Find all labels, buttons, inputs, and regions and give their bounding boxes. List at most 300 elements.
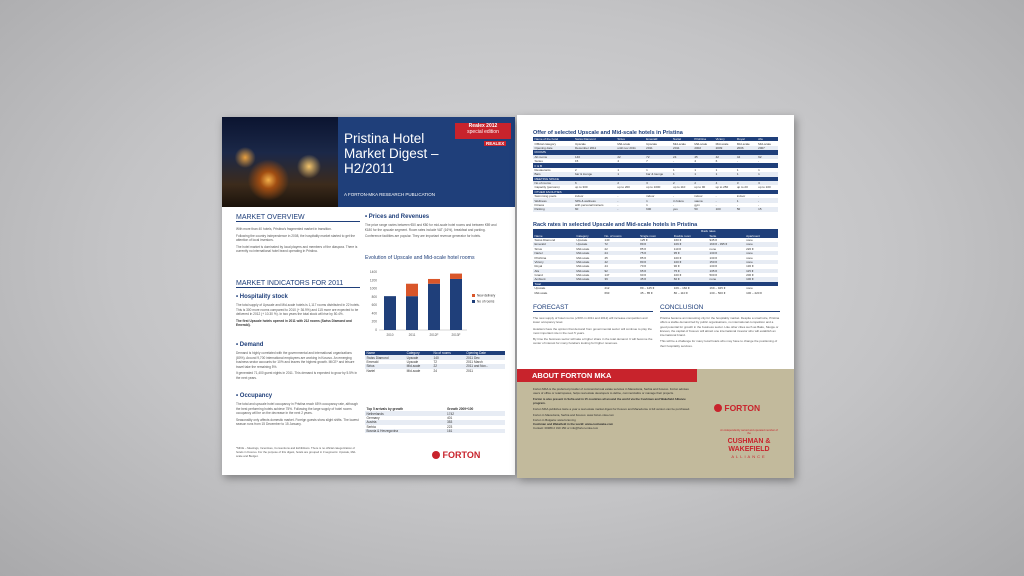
table-cell: 72 xyxy=(645,155,672,159)
table-cell: sauna xyxy=(693,198,714,202)
table-cell: up to 1000 xyxy=(646,185,661,190)
table-cell: 2011 xyxy=(466,368,474,373)
table-cell: Nartel xyxy=(533,251,575,255)
table-cell: 130 € xyxy=(709,264,718,269)
table-cell: 50 xyxy=(735,207,756,211)
table-cell: Upscale xyxy=(646,141,658,146)
stock-paragraph: The total supply of Upscale and Mid-scale hotels is 1,117 rooms distributed in 22 hotels. This is 300 more rooms compared to 2010 (+ 36.9%) and 115 more are expected to be delivered in 2012 (+ 10.30 %). In two years the total stock will rise by 50.4%. xyxy=(236,303,360,317)
table-cell: 90 € xyxy=(640,273,646,278)
total-label: Total xyxy=(533,282,778,286)
table-cell: 200 € xyxy=(746,273,754,278)
table-cell: 1 xyxy=(645,198,672,202)
col-header: Prishtina xyxy=(693,137,714,141)
table-cell: 1 xyxy=(735,172,756,176)
table-cell: 4 xyxy=(694,159,696,164)
table-cell: Mid-scale xyxy=(576,273,590,278)
table-cell: 24 xyxy=(603,251,639,255)
y-tick-label: 400 xyxy=(371,311,377,316)
table-cell: 24 xyxy=(672,155,693,159)
table-cell: Mid-scale xyxy=(617,141,631,146)
table-cell: 44 xyxy=(735,155,756,159)
table-cell: 2007 xyxy=(757,146,778,150)
table-cell: December 2011 xyxy=(574,146,616,150)
table-cell: with personal trainers xyxy=(575,203,604,208)
table-cell: 500 € xyxy=(709,273,718,278)
table-cell: Swiss Diamond xyxy=(534,237,556,242)
hospitality-stock-label: Hospitality stock xyxy=(239,294,288,300)
cw-line3: ALLIANCE xyxy=(731,454,767,459)
col-header: Category xyxy=(575,233,603,237)
table-cell: 115 € xyxy=(745,269,778,273)
table-cell: 65 € xyxy=(639,269,673,273)
table-cell: 109 – 160 € xyxy=(673,286,690,291)
prices-paragraph: The price range varies between €50 and €80 for mid-scale hotel rooms and between €89 and €180 for the upscale segment. Room rates include VAT (16%), breakfast and parking. xyxy=(365,223,497,232)
col-header: Growth 2009+100 xyxy=(446,407,474,412)
forecast-body xyxy=(533,316,653,346)
table-cell: - xyxy=(757,198,778,202)
table-cell: - xyxy=(714,198,735,202)
table-cell: MEETING SPACE xyxy=(533,177,574,181)
table-cell: Fitness xyxy=(534,203,545,208)
col-header: Apartment xyxy=(745,233,778,237)
about-body xyxy=(533,387,693,430)
table-cell: 85 € xyxy=(640,246,646,251)
prices-body xyxy=(365,223,500,239)
table-cell: 1 xyxy=(757,172,778,176)
rooms-bar-chart xyxy=(365,264,505,342)
table-cell: Mid-scale xyxy=(406,368,421,373)
forecast-paragraph: Hoteliers have the opinion that demand from governmental sector will continue to play the most important role in the next 5 years. xyxy=(533,326,652,335)
table-cell: until nov 2011 xyxy=(616,146,645,150)
bar-no-of-rooms xyxy=(406,296,418,330)
table-cell: Mid-scale xyxy=(575,251,603,255)
table-cell: 1 xyxy=(646,203,648,208)
cw-line2: WAKEFIELD xyxy=(728,446,770,453)
table-cell: Bars xyxy=(533,172,574,176)
forton-logo xyxy=(714,403,760,413)
table-cell: up to 200 xyxy=(617,185,630,190)
table-cell: Mid-scale xyxy=(534,290,548,295)
table-cell: Upscale xyxy=(405,355,432,359)
offer-table-title: Offer of selected Upscale and Mid-scale hotels in Pristina xyxy=(533,130,683,136)
col-header: Nartel xyxy=(672,137,693,141)
table-cell: Upscale xyxy=(406,359,419,364)
table-cell: All rooms xyxy=(533,155,574,159)
table-cell: Mid-scale xyxy=(576,255,590,260)
table-cell: indoor xyxy=(575,194,584,199)
brochure-front-page xyxy=(222,117,515,475)
table-cell: none xyxy=(745,251,778,255)
table-cell: 22 xyxy=(432,364,465,368)
table-cell: 3 xyxy=(645,181,672,185)
table-cell: - xyxy=(758,203,760,208)
table-cell: 1 xyxy=(672,172,693,176)
table-cell: - xyxy=(616,207,645,211)
x-tick-label: 2010 xyxy=(386,333,394,337)
overview-paragraph: With more than 40 hotels, Pristina’s fragmented market in transition. xyxy=(236,227,332,231)
table-cell: Mid-scale xyxy=(575,260,603,264)
table-cell: 109 € xyxy=(672,242,708,246)
table-cell: 80 € xyxy=(639,260,673,264)
table-cell: 42 xyxy=(714,155,735,159)
bar-new-delivery xyxy=(406,284,418,296)
page-title: Pristina Hotel Market Digest – H2/2011 xyxy=(344,131,439,176)
table-cell: 95 € xyxy=(672,251,708,255)
table-cell: up to 90 xyxy=(694,185,706,190)
table-cell: 1742 xyxy=(445,411,505,415)
col-header: Swiss Diamond xyxy=(574,137,616,141)
forecast-heading: FORECAST xyxy=(533,304,653,312)
table-cell: - xyxy=(673,194,675,199)
city-night-photo xyxy=(222,117,338,207)
bar-new-delivery xyxy=(428,279,440,284)
table-cell: 4 xyxy=(714,181,735,185)
table-cell: 160 € xyxy=(673,237,682,242)
table-cell: 60 € xyxy=(672,277,708,281)
table-cell: indoor xyxy=(646,194,655,199)
table-cell: Mid-scale xyxy=(694,141,708,146)
table-cell: - xyxy=(715,194,717,199)
table-cell: 72 xyxy=(433,359,437,364)
table-cell: Sirius xyxy=(534,246,543,251)
table-cell: 39 xyxy=(603,277,639,281)
col-header: Name xyxy=(533,233,575,237)
table-cell: Restaurants xyxy=(534,167,551,172)
table-cell: Emerald xyxy=(533,242,575,246)
table-cell: in future xyxy=(672,198,693,202)
table-cell: Mid-scale xyxy=(715,141,729,146)
table-cell: 50 xyxy=(693,207,714,211)
table-cell: 2 xyxy=(616,181,645,185)
x-tick-label: 2011 xyxy=(408,333,416,337)
overview-body xyxy=(236,227,360,254)
publication-subtitle: A FORTON-MKA RESEARCH PUBLICATION xyxy=(344,192,436,197)
table-cell: none xyxy=(745,242,778,246)
table-cell: 42 xyxy=(603,260,639,264)
table-cell: 100 € xyxy=(673,273,682,278)
table-cell: 2011 xyxy=(672,146,693,150)
occupancy-paragraph: The total and upscale hotel occupancy in Pristina reach 65% occupancy rate, although the best performing hotels achieve 75%. Following the large supply of hotel rooms occupancy will be on the decrease in the next 2 years. xyxy=(236,402,358,416)
table-cell: none xyxy=(746,237,753,242)
table-cell: Emerald xyxy=(366,359,379,364)
realex-logo: REALEX xyxy=(486,141,505,146)
table-cell: up to 110 xyxy=(673,185,686,190)
table-cell: indoor xyxy=(694,194,703,199)
table-cell: 24 xyxy=(433,368,437,373)
prices-paragraph: Conference facilities are popular. They are important revenue generator for hotels. xyxy=(365,234,481,239)
prices-label: Prices and Revenues xyxy=(368,214,430,220)
table-cell: bar & lounge xyxy=(645,172,672,176)
about-heading: ABOUT FORTON MKA xyxy=(517,369,697,382)
table-cell: 1 xyxy=(736,167,739,172)
table-cell: Nartel xyxy=(366,368,376,373)
stock-note: The first Upscale hotels opened in 2011 with 212 rooms (Swiss Diamond and Emerald). xyxy=(236,318,352,328)
col-header: Name xyxy=(365,351,405,355)
table-cell: none xyxy=(745,260,778,264)
table-cell: up to 300 xyxy=(575,185,588,190)
bar-no-of-rooms xyxy=(384,296,396,330)
col-header: Suite xyxy=(708,233,745,237)
col-header: Top 5 arrivals by growth xyxy=(366,407,404,412)
table-cell: 169 – 945 € xyxy=(709,286,726,291)
table-cell: 45 – 85 € xyxy=(640,290,653,295)
table-cell: 150 € xyxy=(708,260,745,264)
table-cell: Swimming pools xyxy=(534,194,557,199)
table-cell: 45 xyxy=(604,255,608,260)
forecast-paragraph: The new supply of hotel rooms (+50% in 2011 and 2012) will increase competition and lower occupancy level. xyxy=(533,316,648,325)
table-cell: 110 € xyxy=(673,246,682,251)
table-cell: 15 xyxy=(757,207,778,211)
bar-no-of-rooms xyxy=(450,279,462,330)
table-cell: none xyxy=(708,277,745,281)
table-cell: - xyxy=(715,203,717,208)
table-cell: 100 xyxy=(714,207,735,211)
table-cell: 22 xyxy=(604,246,608,251)
col-header: Emerald xyxy=(645,137,672,141)
hospitality-stock-heading: • Hospitality stock xyxy=(236,294,288,300)
table-cell: 3 xyxy=(735,181,756,185)
table-cell: - xyxy=(736,203,738,208)
table-cell: Upscale xyxy=(534,286,546,291)
forton-logo-text: FORTON xyxy=(724,403,761,413)
table-cell: 1 xyxy=(646,167,648,172)
cw-line1: CUSHMAN & xyxy=(727,438,771,445)
legend-swatch xyxy=(472,300,475,303)
table-cell: 100 – 220 € xyxy=(746,290,762,295)
table-cell: bar & lounge xyxy=(574,172,616,176)
table-cell: 15 xyxy=(575,159,579,164)
demand-paragraph: Demand is highly correlated with the governmental and international organizations (80%). Around 9,700 international employees are working in Kosovo. An emerging business sector accounts for 10% and leaves the highest growth. MICE* and leisure travel take the remaining 5%. xyxy=(236,351,355,369)
demand-paragraph: It generated 71,400 guest nights in 2011. This demand is expected to grow by 5.5% in the next years. xyxy=(236,371,358,380)
table-cell: 1 xyxy=(758,167,760,172)
table-cell: 80 – 110 € xyxy=(673,290,688,295)
table-cell: 4 xyxy=(617,159,620,164)
table-cell: 1 xyxy=(714,172,735,176)
table-cell: Prishtina xyxy=(534,255,547,260)
legend-label: No of rooms xyxy=(477,299,495,304)
footnote: *MICE – Meetings, Incentives, Conventions and Exhibitions. There is no official categorization of hotels in Kosovo. For the purpose of this digest, hotels are grouped in 3 segments: Upscale, Mid-scale and Budget. xyxy=(236,446,357,458)
table-cell: 100 € xyxy=(672,260,708,264)
about-paragraph: Forton MKA publishes twice a year a real estate market digest for Kosovo and Macedonia. A full version can be purchased. xyxy=(533,407,690,412)
realex-badge xyxy=(455,123,511,139)
table-cell: - xyxy=(736,159,738,164)
table-cell: Bosnia & Herzegovina xyxy=(365,429,445,433)
cushman-wakefield-logo xyxy=(714,438,784,459)
table-cell: 45 xyxy=(693,155,714,159)
table-cell: 1 xyxy=(673,167,675,172)
table-cell: 2009 xyxy=(714,146,735,150)
table-cell: 3 xyxy=(757,181,778,185)
table-row xyxy=(533,207,778,211)
table-cell: 6 xyxy=(715,159,718,164)
table-cell: 135 € xyxy=(708,269,745,273)
table-cell: 92 xyxy=(757,155,778,159)
rack-table-title: Rack rates in selected Upscale and Mid-scale hotels in Pristina xyxy=(533,222,698,228)
table-cell: 220 € xyxy=(746,246,754,251)
table-cell: 125 € xyxy=(640,237,648,242)
about-paragraph: Forton MKA is the preferred provider of commercial real estate services in Macedonia, Serbia and Kosovo. Forton advises users of office or retail spaces, helps real estate developers to define, commercialize or manage their projects. xyxy=(533,387,689,396)
table-cell: 1 xyxy=(735,198,756,202)
prices-heading: • Prices and Revenues xyxy=(365,214,430,220)
col-header: Sirius xyxy=(616,137,645,141)
table-cell: ROOMS xyxy=(533,150,574,154)
table-row xyxy=(365,369,505,373)
occupancy-label: Occupancy xyxy=(239,393,273,399)
table-cell: up to 100 xyxy=(758,185,771,190)
demand-heading: • Demand xyxy=(236,342,264,348)
table-cell: F & B xyxy=(533,163,574,167)
table-cell: none xyxy=(746,255,753,260)
y-tick-label: 0 xyxy=(375,328,377,332)
col-header: Victory xyxy=(714,137,735,141)
table-cell: Mid-scale xyxy=(576,246,590,251)
table-cell: Germany xyxy=(366,415,380,420)
demand-label: Demand xyxy=(239,342,264,348)
rack-rates-table xyxy=(533,229,778,295)
about-link[interactable]: Forton in Bulgaria: www.forton.bg xyxy=(533,417,576,422)
bar-new-delivery xyxy=(450,274,462,279)
col-header: Opening Date xyxy=(465,351,505,355)
forecast-paragraph: By time the business sector will take a higher share in the total demand. It will become the center of interest for many hoteliers looking for higher revenues. xyxy=(533,337,653,346)
table-cell: Mid-scale xyxy=(673,141,686,146)
conclusion-paragraph: Pristina became an interesting city for the hospitality market. Despite a small size, Pristina offers a stable demand led by public organisations, no international competition and a good potential for growth in the business sector. Like other cities such as Baku, Skopje or Erevan, the capital of Kosovo will attract one international investor who will establish an international brand. xyxy=(660,316,780,338)
table-cell: Upscale xyxy=(575,141,586,146)
table-cell: 44 xyxy=(604,264,608,269)
table-cell: 2 xyxy=(575,167,577,172)
table-cell: 147 xyxy=(604,273,610,278)
new-hotels-table xyxy=(365,351,505,373)
table-cell: Mid-scale xyxy=(405,364,432,368)
table-cell: none xyxy=(746,286,753,291)
about-link[interactable]: Forton in Macedonia, Serbia and Kosovo: www.forton-mka.com xyxy=(533,413,614,418)
table-cell: 401 xyxy=(446,415,453,420)
table-cell: 75 € xyxy=(639,251,673,255)
table-cell: Wellness xyxy=(533,198,574,202)
chart-title: Evolution of Upscale and Mid-scale hotel rooms xyxy=(365,255,475,261)
stock-body xyxy=(236,303,360,328)
table-cell: 130 € xyxy=(709,255,718,260)
y-tick-label: 800 xyxy=(371,294,377,299)
overview-paragraph: The hotel market is dominated by local players and members of the diaspora. There is currently no international hotel brand operating in Pristina. xyxy=(236,244,358,254)
table-cell: Netherlands xyxy=(365,411,445,415)
x-tick-label: 2012F xyxy=(429,333,439,337)
conclusion-heading: CONCLUSION xyxy=(660,304,780,312)
about-link[interactable]: Cushman and Wakefield in the world: www.cushwake.com xyxy=(533,421,614,426)
table-cell: 140 xyxy=(432,355,465,359)
group-header: Rack rates xyxy=(639,229,778,233)
table-cell: 60 xyxy=(574,207,616,211)
table-cell: - xyxy=(616,198,645,202)
table-cell: 2002 xyxy=(693,146,714,150)
col-header: Category xyxy=(405,351,432,355)
table-cell: 89 € xyxy=(639,242,673,246)
summary-row xyxy=(533,290,778,294)
table-cell: none xyxy=(709,246,717,251)
legend-swatch xyxy=(472,294,475,297)
table-row xyxy=(365,429,505,433)
table-cell: 6 xyxy=(574,181,616,185)
table-cell: Mid-scale xyxy=(575,269,603,273)
col-header: Name of the hotel xyxy=(533,137,574,141)
table-cell: 130 – 500 € xyxy=(709,290,726,295)
table-cell: Parking xyxy=(533,207,574,211)
occupancy-body xyxy=(236,402,360,427)
table-cell: Grand xyxy=(534,273,543,278)
col-header: No of rooms xyxy=(432,351,465,355)
table-cell: Royal xyxy=(534,264,543,269)
col-header: No. of rooms xyxy=(603,233,639,237)
table-cell: Austria xyxy=(365,420,445,424)
table-cell: 1 xyxy=(617,167,620,172)
hotel-offer-table xyxy=(533,137,778,212)
table-cell: 2011 and Nov... xyxy=(465,364,505,368)
table-cell: up to 250 xyxy=(715,185,729,190)
forton-logo xyxy=(432,450,480,460)
table-cell: 693 xyxy=(604,290,610,295)
table-cell: SPA & wellness xyxy=(574,198,616,202)
table-cell: 92 xyxy=(603,269,639,273)
table-cell: Opening date xyxy=(533,146,574,150)
table-cell: Ambient xyxy=(533,277,575,281)
table-cell: Swiss Diamond xyxy=(365,355,405,359)
y-tick-label: 600 xyxy=(371,303,377,308)
conclusion-body xyxy=(660,316,780,348)
about-contact[interactable]: Contact: 00389 2 310 150 or info@forton-mka.com xyxy=(533,425,599,430)
table-cell: - xyxy=(758,194,760,199)
badge-line2: special edition xyxy=(467,129,499,135)
table-cell: Serbia xyxy=(366,424,376,429)
table-cell: Afa xyxy=(533,269,575,273)
table-cell: indoor xyxy=(736,194,746,199)
table-cell: Victory xyxy=(533,260,575,264)
legend-label: New delivery xyxy=(477,293,496,298)
table-cell: 353 xyxy=(445,420,505,424)
table-cell: 45 € xyxy=(639,277,673,281)
about-paragraph: Forton is also present in Sofia and in 15 countries all around the world via the Cushman and Wakefield Alliance program. xyxy=(533,397,686,406)
table-cell: 2011 March xyxy=(466,359,483,364)
table-cell: 90 € xyxy=(673,264,680,269)
demand-body xyxy=(236,351,360,381)
table-cell: 1 xyxy=(694,167,696,172)
table-cell: Sirius xyxy=(365,364,405,368)
table-cell xyxy=(575,290,603,294)
table-cell: - xyxy=(673,203,675,208)
table-cell: 85 € xyxy=(640,255,646,260)
forton-logo-mark xyxy=(714,404,722,412)
col-header: Double room xyxy=(672,233,708,237)
table-cell: - xyxy=(673,159,675,164)
table-cell: Upscale xyxy=(575,242,603,246)
col-header: Single room xyxy=(639,233,673,237)
y-tick-label: 1000 xyxy=(369,286,377,291)
overview-paragraph: Following the country independence in 2008, the hospitality market started to get the attention of local investors. xyxy=(236,233,356,243)
table-cell: Suites xyxy=(534,159,543,164)
table-cell: 2011 xyxy=(645,146,672,150)
market-overview-heading: MARKET OVERVIEW xyxy=(236,214,360,222)
forton-logo-text: FORTON xyxy=(442,450,481,460)
table-cell: Official category xyxy=(534,141,556,146)
table-cell: 2011 Dec xyxy=(465,355,505,359)
y-tick-label: 1400 xyxy=(369,270,377,274)
table-cell: 212 xyxy=(604,286,610,291)
table-cell: 70 € xyxy=(640,264,646,269)
col-header: Royal xyxy=(735,137,756,141)
col-header: Afa xyxy=(757,137,778,141)
alliance-note: An independently owned and operated member of the xyxy=(720,429,778,436)
brochure-back-page xyxy=(517,115,794,478)
table-cell: - xyxy=(617,194,619,199)
table-cell: - xyxy=(617,203,619,208)
